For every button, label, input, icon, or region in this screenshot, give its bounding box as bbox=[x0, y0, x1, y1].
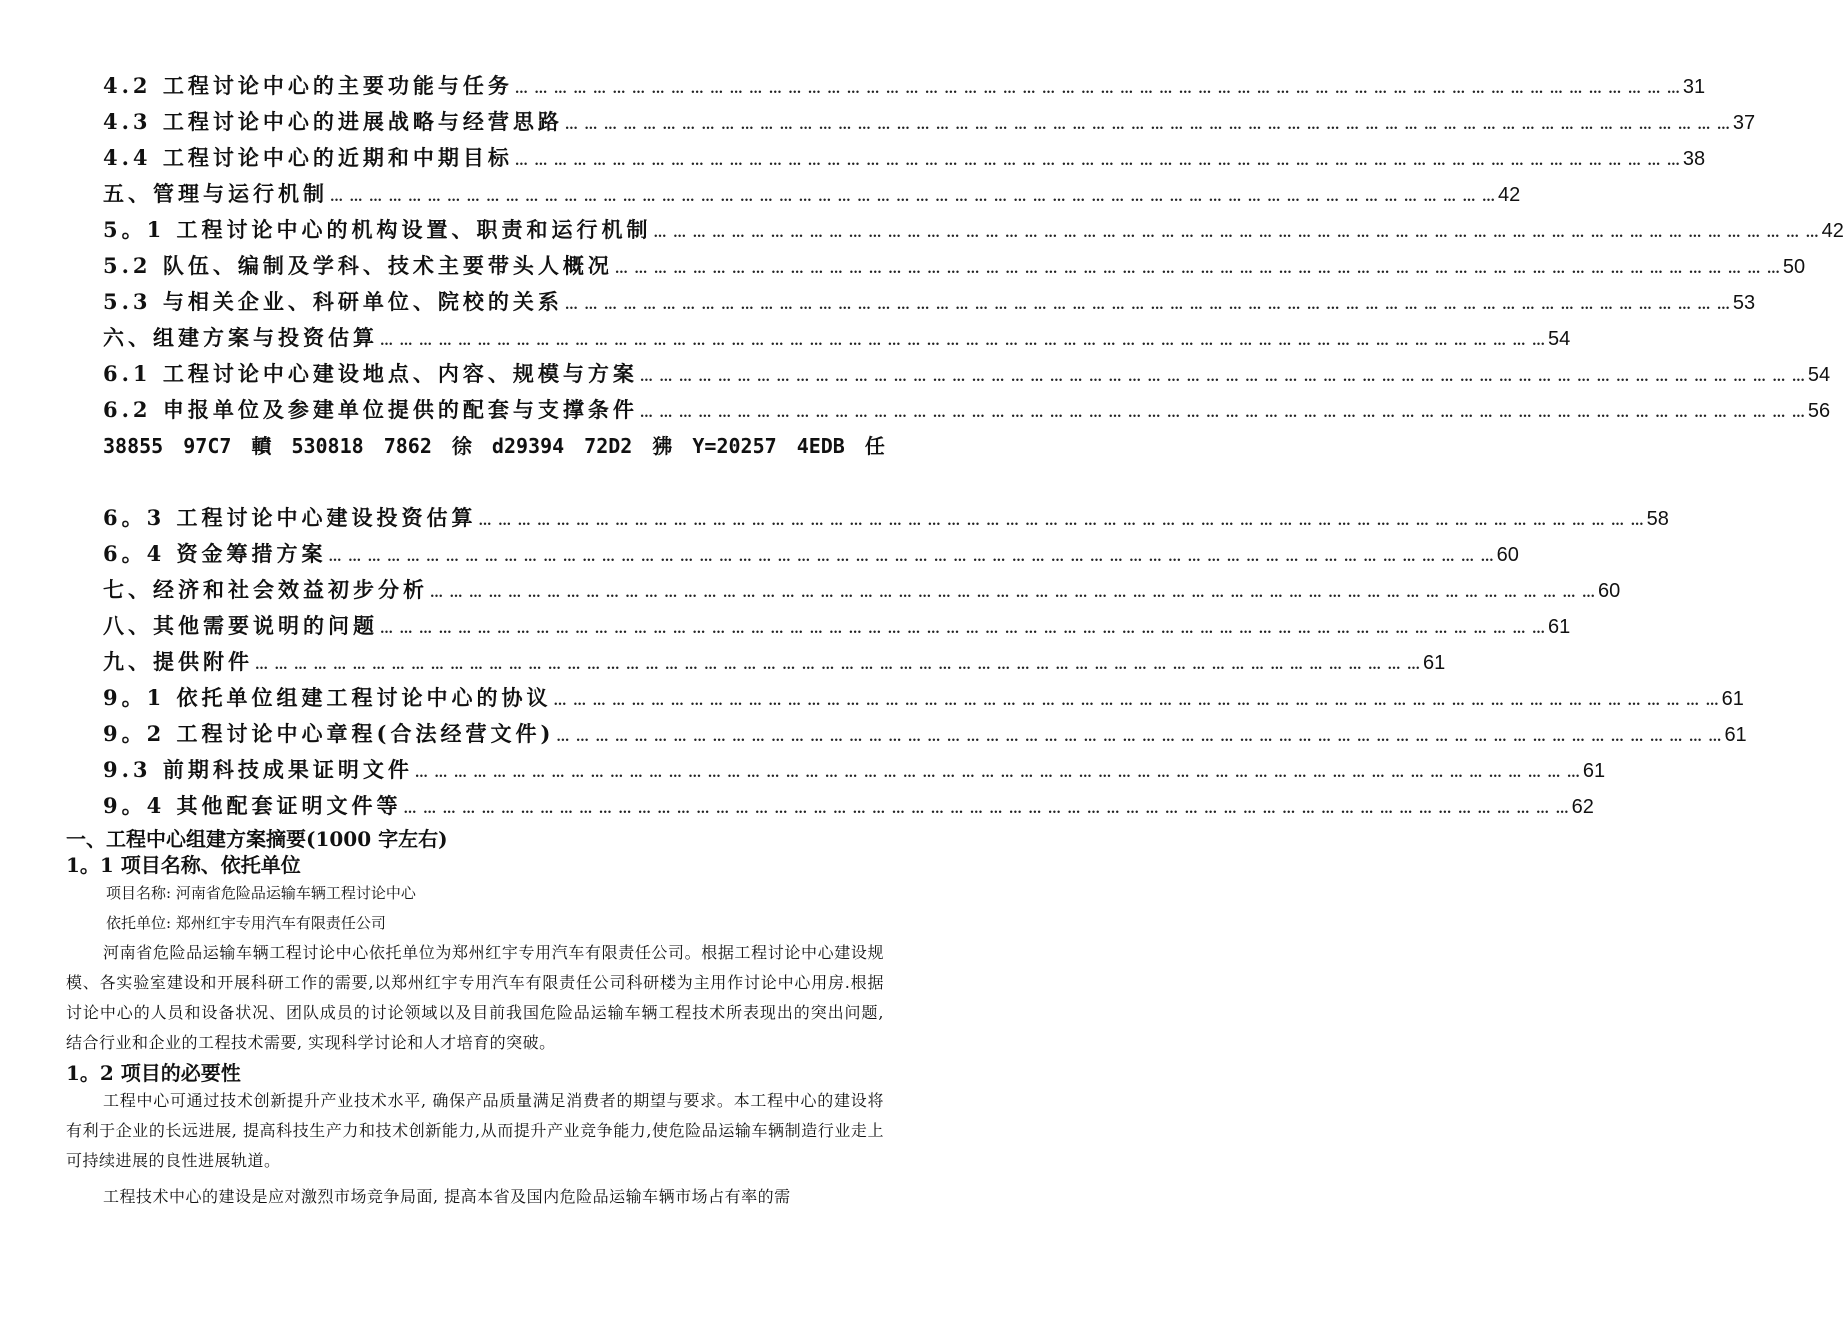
toc-entry bbox=[103, 320, 1571, 356]
toc-page-number: 60 bbox=[1496, 544, 1519, 566]
toc-page-number: 62 bbox=[1571, 796, 1594, 818]
toc-page-number: 56 bbox=[1807, 400, 1831, 422]
toc-entry bbox=[103, 608, 1571, 644]
project-name-line: 项目名称: 河南省危险品运输车辆工程讨论中心 bbox=[106, 884, 416, 902]
toc-entries-before bbox=[103, 68, 1844, 428]
toc-entry-title: 5。1 工程讨论中心的机构设置、职责和运行机制 bbox=[103, 217, 652, 242]
table-of-contents bbox=[103, 68, 1844, 824]
toc-dot-leader: … … … … … … … … … … … … … … … … … … … … … … … … … … … … … … … … … … … … … … … … … … … … … … … … … … … … … … … … … … … … bbox=[478, 514, 1645, 529]
toc-page-number: 61 bbox=[1721, 688, 1744, 710]
toc-dot-leader: … … … … … … … … … … … … … … … … … … … … … … … … … … … … … … … … … … … … … … … … … … … … … … … … … … … … … … … … … … … … bbox=[380, 334, 1547, 349]
toc-entry bbox=[103, 356, 1831, 392]
toc-dot-leader: … … … … … … … … … … … … … … … … … … … … … … … … … … … … … … … … … … … … … … … … … … … … … … … … … … … … … … … … … … … … bbox=[639, 370, 1806, 385]
toc-dot-leader: … … … … … … … … … … … … … … … … … … … … … … … … … … … … … … … … … … … … … … … … … … … … … … … … … … … … … … … … … … … … bbox=[430, 586, 1597, 601]
garbled-token: d29394 bbox=[491, 434, 565, 458]
toc-page-number: 42 bbox=[1821, 220, 1844, 242]
garbled-token: 轒 bbox=[251, 434, 272, 458]
toc-entry-title: 9.3 前期科技成果证明文件 bbox=[103, 757, 413, 782]
toc-entry-title: 4.2 工程讨论中心的主要功能与任务 bbox=[103, 73, 513, 98]
toc-entry bbox=[103, 680, 1744, 716]
toc-page-number: 38 bbox=[1682, 148, 1706, 170]
toc-dot-leader: … … … … … … … … … … … … … … … … … … … … … … … … … … … … … … … … … … … … … … … … … … … … … … … … … … … … … … … … … … … … bbox=[255, 658, 1422, 673]
toc-entry bbox=[103, 788, 1594, 824]
toc-page-number: 31 bbox=[1682, 76, 1706, 98]
toc-dot-leader: … … … … … … … … … … … … … … … … … … … … … … … … … … … … … … … … … … … … … … … … … … … … … … … … … … … … … … … … … … … … bbox=[556, 730, 1723, 745]
toc-page-number: 42 bbox=[1498, 184, 1521, 206]
toc-entry-title: 9。4 其他配套证明文件等 bbox=[103, 793, 402, 818]
toc-page-number: 53 bbox=[1732, 292, 1756, 314]
toc-entry-title: 6。3 工程讨论中心建设投资估算 bbox=[103, 505, 477, 530]
toc-entry-title: 五、管理与运行机制 bbox=[103, 181, 328, 206]
garbled-token: 狒 bbox=[652, 434, 673, 458]
toc-entry-title: 八、其他需要说明的问题 bbox=[103, 613, 378, 638]
toc-dot-leader: … … … … … … … … … … … … … … … … … … … … … … … … … … … … … … … … … … … … … … … … … … … … … … … … … … … … … … … … … … … … bbox=[639, 406, 1806, 421]
toc-entry bbox=[103, 248, 1806, 284]
toc-dot-leader: … … … … … … … … … … … … … … … … … … … … … … … … … … … … … … … … … … … … … … … … … … … … … … … … … … … … … … … … … … … … bbox=[653, 226, 1820, 241]
subsection-heading: 1。1 项目名称、依托单位 bbox=[66, 853, 301, 877]
toc-entry bbox=[103, 68, 1706, 104]
toc-entry-title: 4.3 工程讨论中心的进展战略与经营思路 bbox=[103, 109, 563, 134]
subsection-heading: 1。2 项目的必要性 bbox=[66, 1061, 241, 1085]
toc-dot-leader: … … … … … … … … … … … … … … … … … … … … … … … … … … … … … … … … … … … … … … … … … … … … … … … … … … … … … … … … … … … … bbox=[564, 298, 1731, 313]
garbled-token: 97C7 bbox=[183, 434, 232, 458]
garbled-text-line bbox=[103, 428, 885, 464]
garbled-token: 530818 bbox=[291, 434, 364, 458]
toc-page-number: 60 bbox=[1598, 580, 1621, 602]
toc-entry-title: 七、经济和社会效益初步分析 bbox=[103, 577, 428, 602]
toc-page-number: 50 bbox=[1782, 256, 1806, 278]
toc-entries-after bbox=[103, 500, 1747, 824]
paragraph: 工程技术中心的建设是应对激烈市场竞争局面, 提高本省及国内危险品运输车辆市场占有率的需 bbox=[103, 1187, 791, 1206]
garbled-token: 38855 bbox=[103, 434, 164, 458]
toc-dot-leader: … … … … … … … … … … … … … … … … … … … … … … … … … … … … … … … … … … … … … … … … … … … … … … … … … … … … … … … … … … … … bbox=[330, 190, 1497, 205]
toc-entry bbox=[103, 500, 1669, 536]
toc-page-number: 61 bbox=[1423, 652, 1446, 674]
garbled-token: 任 bbox=[864, 434, 885, 458]
document-body bbox=[66, 826, 884, 1212]
garbled-token: 7862 bbox=[383, 434, 432, 458]
toc-entry bbox=[103, 572, 1621, 608]
toc-dot-leader: … … … … … … … … … … … … … … … … … … … … … … … … … … … … … … … … … … … … … … … … … … … … … … … … … … … … … … … … … … … … bbox=[514, 154, 1681, 169]
toc-entry bbox=[103, 176, 1521, 212]
toc-dot-leader: … … … … … … … … … … … … … … … … … … … … … … … … … … … … … … … … … … … … … … … … … … … … … … … … … … … … … … … … … … … … bbox=[553, 694, 1720, 709]
toc-dot-leader: … … … … … … … … … … … … … … … … … … … … … … … … … … … … … … … … … … … … … … … … … … … … … … … … … … … … … … … … … … … … bbox=[614, 262, 1781, 277]
toc-entry bbox=[103, 536, 1519, 572]
toc-dot-leader: … … … … … … … … … … … … … … … … … … … … … … … … … … … … … … … … … … … … … … … … … … … … … … … … … … … … … … … … … … … … bbox=[514, 82, 1681, 97]
garbled-token: 徐 bbox=[451, 434, 472, 458]
toc-entry-title: 6.2 申报单位及参建单位提供的配套与支撑条件 bbox=[103, 397, 638, 422]
toc-entry-title: 4.4 工程讨论中心的近期和中期目标 bbox=[103, 145, 513, 170]
toc-page-number: 61 bbox=[1724, 724, 1747, 746]
toc-entry bbox=[103, 644, 1446, 680]
toc-entry bbox=[103, 104, 1756, 140]
toc-page-number: 54 bbox=[1807, 364, 1831, 386]
toc-dot-leader: … … … … … … … … … … … … … … … … … … … … … … … … … … … … … … … … … … … … … … … … … … … … … … … … … … … … … … … … … … … … bbox=[414, 766, 1581, 781]
toc-dot-leader: … … … … … … … … … … … … … … … … … … … … … … … … … … … … … … … … … … … … … … … … … … … … … … … … … … … … … … … … … … … … bbox=[564, 118, 1731, 133]
toc-entry bbox=[103, 212, 1844, 248]
section-heading: 一、工程中心组建方案摘要(1000 字左右) bbox=[66, 827, 448, 851]
toc-page-number: 54 bbox=[1548, 328, 1571, 350]
toc-dot-leader: … … … … … … … … … … … … … … … … … … … … … … … … … … … … … … … … … … … … … … … … … … … … … … … … … … … … … … … … … … … … bbox=[403, 802, 1570, 817]
toc-entry-title: 5.3 与相关企业、科研单位、院校的关系 bbox=[103, 289, 563, 314]
toc-entry bbox=[103, 284, 1756, 320]
toc-entry bbox=[103, 140, 1706, 176]
toc-entry-title: 六、组建方案与投资估算 bbox=[103, 325, 378, 350]
toc-entry bbox=[103, 392, 1831, 428]
garbled-token: 4EDB bbox=[796, 434, 845, 458]
toc-entry bbox=[103, 752, 1606, 788]
toc-entry-title: 6。4 资金筹措方案 bbox=[103, 541, 327, 566]
toc-entry-title: 6.1 工程讨论中心建设地点、内容、规模与方案 bbox=[103, 361, 638, 386]
toc-dot-leader: … … … … … … … … … … … … … … … … … … … … … … … … … … … … … … … … … … … … … … … … … … … … … … … … … … … … … … … … … … … … bbox=[380, 622, 1547, 637]
toc-page-number: 61 bbox=[1548, 616, 1571, 638]
toc-page-number: 61 bbox=[1582, 760, 1606, 782]
garbled-token: 72D2 bbox=[584, 434, 633, 458]
toc-entry-title: 九、提供附件 bbox=[103, 649, 253, 674]
toc-page-number: 58 bbox=[1646, 508, 1669, 530]
toc-entry-title: 5.2 队伍、编制及学科、技术主要带头人概况 bbox=[103, 253, 613, 278]
paragraph: 河南省危险品运输车辆工程讨论中心依托单位为郑州红宇专用汽车有限责任公司。根据工程讨论中心建设规模、各实验室建设和开展科研工作的需要,以郑州红宇专用汽车有限责任公司科研楼为主用作讨论中心用房.根据讨论中心的人员和设备状况、团队成员的讨论领域以及目前我国危险品运输车辆工程技术所表现出的突出问题, 结合行业和企业的工程技术需要, 实现科学讨论和人才培育的突破。 bbox=[66, 943, 884, 1052]
toc-page-number: 37 bbox=[1732, 112, 1756, 134]
paragraph: 工程中心可通过技术创新提升产业技术水平, 确保产品质量满足消费者的期望与要求。本工程中心的建设将有利于企业的长远进展, 提高科技生产力和技术创新能力,从而提升产业竞争能力,使危险品运输车辆制造行业走上可持续进展的良性进展轨道。 bbox=[66, 1091, 884, 1170]
toc-entry-title: 9。1 依托单位组建工程讨论中心的协议 bbox=[103, 685, 552, 710]
toc-entry-title: 9。2 工程讨论中心章程(合法经营文件) bbox=[103, 721, 555, 746]
toc-entry bbox=[103, 716, 1747, 752]
host-unit-line: 依托单位: 郑州红宇专用汽车有限责任公司 bbox=[106, 914, 386, 932]
garbled-token: Y=20257 bbox=[692, 434, 777, 458]
toc-dot-leader: … … … … … … … … … … … … … … … … … … … … … … … … … … … … … … … … … … … … … … … … … … … … … … … … … … … … … … … … … … … … bbox=[328, 550, 1495, 565]
